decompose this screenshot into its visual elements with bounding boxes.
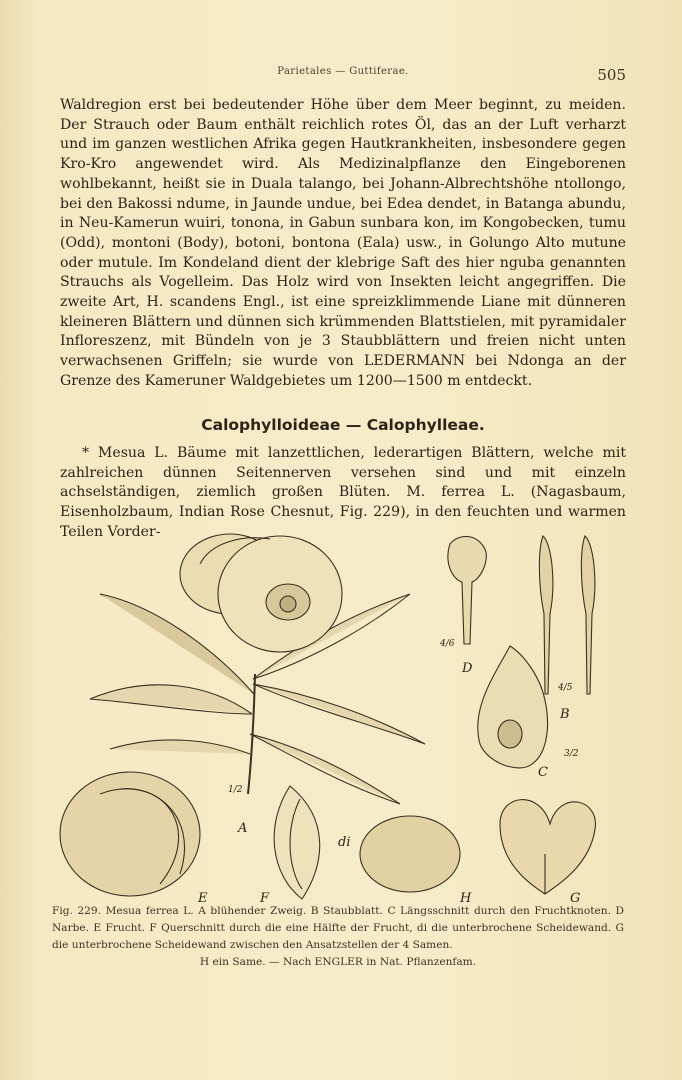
label-di: di [338, 835, 351, 850]
figure-caption [52, 903, 624, 971]
running-head: Parietales — Guttiferae. [277, 66, 409, 77]
seed-illustration [360, 816, 460, 892]
flowering-branch-illustration [90, 534, 425, 804]
botanical-figure [40, 524, 640, 904]
label-B: B [560, 707, 570, 722]
stigma-illustration [448, 536, 486, 644]
section-heading: Calophylloideae — Calophylleae. [201, 416, 485, 434]
label-C: C [538, 765, 548, 780]
scale-A: 1/2 [228, 785, 243, 795]
body-text [60, 96, 626, 392]
label-H: H [460, 891, 472, 904]
label-A: A [238, 821, 248, 836]
ovary-section-illustration [478, 646, 548, 768]
scale-C: 3/2 [564, 749, 579, 759]
paragraph-2: * Mesua L. Bäume mit lanzettlichen, lederartigen Blättern, welche mit zahlreichen dünnen Seitennerven versehen sind und mit einzeln achselständigen, ziemlich großen Blüten. M. ferrea L. (Nagasbaum, Eisenholzbaum, Indian Rose Chesnut, Fig. 229), in den feuchten und warmen Teilen Vorder- [60, 445, 626, 540]
label-D: D [462, 661, 473, 676]
fruit-illustration [60, 772, 200, 896]
caption-line-2: H ein Same. — Nach ENGLER in Nat. Pflanzenfam. [199, 956, 477, 968]
septum-illustration [500, 800, 595, 894]
label-G: G [570, 891, 581, 904]
page-number: 505 [597, 66, 626, 84]
caption-line-1: Fig. 229. Mesua ferrea L. A blühender Zweig. B Staubblatt. C Längsschnitt durch den Fruchtknoten. D Narbe. E Frucht. F Querschnitt durch die eine Hälfte der Frucht, di die unterbrochene Scheidewand. G die unterbrochene Scheidewand zwischen den Ansatzstellen der 4 Samen. [52, 905, 624, 951]
label-F: F [260, 891, 270, 904]
scale-B: 4/5 [558, 683, 573, 693]
stamen-illustration [539, 536, 594, 694]
paragraph-1: Waldregion erst bei bedeutender Höhe über dem Meer beginnt, zu meiden. Der Strauch oder Baum enthält reichlich rotes Öl, das an der Luft verharzt und im ganzen westlichen Afrika gegen Hautkrankheiten, insbesondere gegen Kro-Kro angewendet wird. Als Medizinalpflanze den Eingeborenen wohlbekannt, heißt sie in Duala talango, bei Johann-Albrechtshöhe ntollongo, bei den Bakossi ndume, in Jaunde undue, bei Edea dendet, in Batanga abundu, in Neu-Kamerun wuiri, tonona, in Gabun sunbara kon, im Kongobecken, tumu (Odd), montoni (Body), botoni, bontona (Eala) usw., in Golungo Alto mutune oder mutule. Im Kondeland dient der klebrige Saft des hier nguba genannten Strauchs als Vogelleim. Das Holz wird von Insekten leicht angegriffen. Die zweite Art, H. scandens Engl., ist eine spreizklimmende Liane mit dünneren kleineren Blättern und dünnen sich krümmenden Blattstielen, mit pyramidaler Infloreszenz, mit Bündeln von je 3 Staubblättern und freien nicht unten verwachsenen Griffeln; sie wurde von LEDERMANN bei Ndonga an der Grenze des Kameruner Waldgebietes um 1200—1500 m entdeckt. [60, 97, 626, 389]
label-E: E [198, 891, 208, 904]
scale-D: 4/6 [440, 639, 455, 649]
fruit-cross-section-illustration [274, 786, 320, 899]
